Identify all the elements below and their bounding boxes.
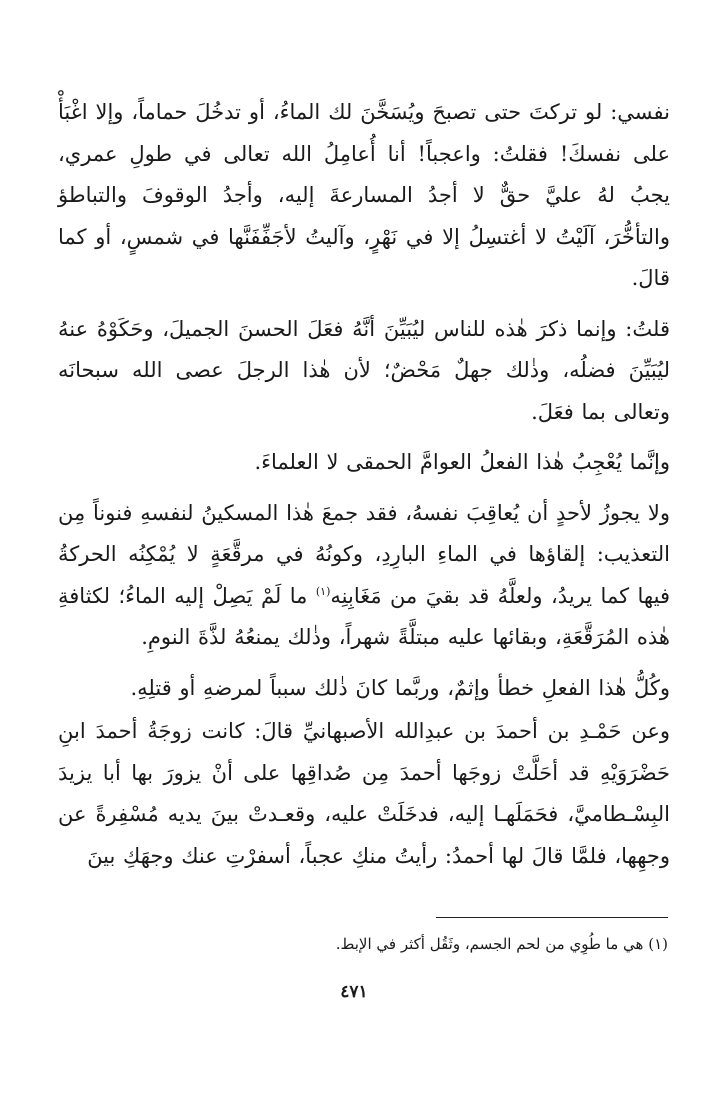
footnote: (١) هي ما طُوِي من لحم الجسم، وثَقُل أكثر في الإبط.	[335, 935, 668, 953]
paragraph-4-text-before: ولا يجوزُ لأحدٍ أن يُعاقِبَ نفسهُ، فقد جمعَ هٰذا المسكينُ لنفسهِ فنوناً مِن التعذيب: إلقاؤها في الماءِ البارِدِ، وكونُهُ في مرقَّعَةٍ لا يُمْكِنُه الحركةُ فيها كما يريدُ، ولعلَّهُ قد بقيَ من مَغَابِنِه	[58, 500, 670, 608]
page-body	[58, 92, 670, 877]
paragraph-4	[58, 493, 670, 659]
paragraph-1	[58, 92, 670, 300]
footnote-divider	[436, 917, 668, 918]
paragraph-6	[58, 711, 670, 877]
paragraph-2-text: قلتُ: وإنما ذكرَ هٰذه للناس ليُبَيِّنَ أنَّهُ فعَلَ الحسنَ الجميلَ، وحَكَوْهُ عنهُ ليُبَيِّنَ فضلُه، وذٰلك جهلٌ مَحْضٌ؛ لأن هٰذا الرجلَ عصى الله سبحانَه وتعالى بما فعَلَ.	[58, 316, 670, 424]
footnote-marker: (١)	[315, 584, 331, 598]
paragraph-1-text: نفسي: لو تركتَ حتى تصبحَ ويُسَخَّنَ لك الماءُ، أو تدخُلَ حماماً، وإلا اغْبَأْ على نفسكَ! فقلتُ: واعجباً! أنا أُعامِلُ الله تعالى في طولِ عمري، يجبُ لهُ عليَّ حقٌّ لا أجدُ المسارعةَ إليه، وأجدُ الوقوفَ والتباطؤ والتأخُّرَ، آلَيْتُ لا أغتسِلُ إلا في نَهْرٍ، وآليتُ لأجَفِّفَنَّها في شمسٍ، أو كما قالَ.	[58, 100, 670, 290]
paragraph-5-text: وكُلُّ هٰذا الفعلِ خطأ وإثمٌ، وربَّما كانَ ذٰلك سبباً لمرضهِ أو قتلِهِ.	[130, 675, 670, 700]
paragraph-3	[58, 442, 670, 484]
paragraph-2	[58, 309, 670, 434]
page-number: ٤٧١	[340, 982, 368, 1002]
paragraph-6-text: وعن حَمْـدِ بن أحمدَ بن عبدِالله الأصبهانيِّ قالَ: كانت زوجَةُ أحمدَ ابنِ حَضْرَوَيْهِ قد أحَلَّتْ زوجَها أحمدَ مِن صُداقِها على أنْ يزورَ بها أبا يزيدَ البِسْـطاميَّ، فحَمَلَهـا إليه، فدخَلَتْ عليه، وقعـدتْ بينَ يديه مُسْفِرةً عن وجهِها، فلمَّا قالَ لها أحمدُ: رأيتُ منكِ عجباً، أسفرْتِ عنك وجهَكِ بينَ	[58, 719, 670, 868]
paragraph-3-text: وإنَّما يُعْجِبُ هٰذا الفعلُ العوامَّ الحمقى لا العلماءَ.	[254, 450, 670, 474]
paragraph-4-text-after: ما لَمْ يَصِلْ إليه الماءُ؛ لكثافةِ هٰذه المُرَقَّعَةِ، وبقائها عليه مبتلَّةً شهراً، وذٰلك يمنعُهُ لذَّةَ النومِ.	[58, 583, 670, 649]
paragraph-5	[58, 668, 670, 710]
